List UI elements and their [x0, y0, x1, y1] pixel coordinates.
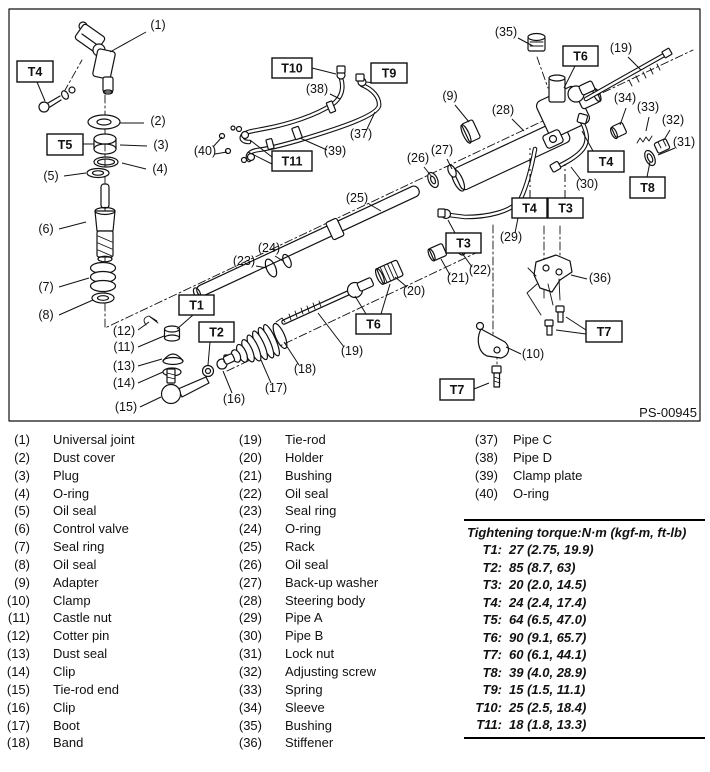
torque-value: 20 (2.0, 14.5) — [509, 577, 587, 592]
torque-value: 85 (8.7, 63) — [509, 559, 576, 575]
part-row — [6, 699, 135, 717]
torque-box-label-T7: T7 — [596, 325, 612, 339]
leader-line — [138, 322, 149, 330]
leader-line — [37, 82, 45, 101]
torque-row — [464, 594, 705, 612]
universal-joint-art — [74, 22, 116, 94]
callout-33: (33) — [636, 100, 660, 114]
leader-line — [138, 372, 163, 383]
callout-5: (5) — [43, 169, 59, 183]
leader-line — [664, 130, 670, 140]
torque-value: 18 (1.8, 13.3) — [509, 717, 587, 732]
callout-2: (2) — [150, 114, 166, 128]
part-number: (4) — [14, 485, 30, 501]
part-row — [220, 520, 378, 538]
callout-29: (29) — [499, 230, 523, 244]
callout-15: (15) — [114, 400, 138, 414]
torque-row — [464, 629, 705, 647]
torque-row — [464, 646, 705, 664]
part-name: O-ring — [513, 485, 550, 501]
seal-rings-art — [91, 263, 116, 304]
part-number: (12) — [6, 628, 30, 644]
part-number: (40) — [474, 485, 498, 501]
part-row — [6, 627, 135, 645]
callout-37: (37) — [349, 127, 373, 141]
callout-14: (14) — [112, 376, 136, 390]
callout-3: (3) — [153, 138, 169, 152]
callout-17: (17) — [264, 381, 288, 395]
part-number: (33) — [238, 681, 262, 697]
callout-24: (24) — [257, 241, 281, 255]
torque-table — [464, 519, 705, 739]
part-number: (39) — [474, 467, 498, 483]
leader-line — [138, 336, 164, 347]
part-name: Dust cover — [53, 449, 116, 465]
valve-stack-art — [87, 115, 120, 178]
part-name: Tie-rod end — [53, 681, 119, 697]
part-number: (24) — [238, 521, 262, 537]
part-name: Bushing — [285, 717, 332, 733]
part-row — [456, 449, 582, 467]
part-number: (16) — [6, 699, 30, 715]
callout-38: (38) — [305, 82, 329, 96]
leader-line — [59, 278, 89, 287]
part-number: (7) — [14, 539, 30, 555]
part-number: (11) — [7, 610, 30, 626]
torque-label: T11: — [476, 717, 502, 732]
part-name: Oil seal — [53, 503, 97, 519]
leader-line — [512, 119, 524, 131]
torque-value: 64 (6.5, 47.0) — [509, 612, 587, 627]
leader-line — [59, 300, 93, 315]
part-row — [456, 467, 582, 485]
callout-19: (19) — [609, 41, 633, 55]
torque-value: 27 (2.75, 19.9) — [509, 542, 594, 557]
part-number: (29) — [238, 610, 262, 626]
torque-row — [464, 611, 705, 629]
torque-label: T10: — [475, 699, 502, 715]
torque-box-label-T6: T6 — [573, 49, 588, 64]
part-number: (23) — [238, 503, 262, 519]
callout-6: (6) — [38, 222, 54, 236]
leader-line — [620, 108, 626, 125]
part-name: Clip — [53, 663, 76, 679]
parts-legend-column-2 — [220, 431, 378, 752]
part-number: (20) — [238, 449, 262, 465]
part-row — [456, 431, 582, 449]
part-name: Oil seal — [53, 556, 97, 572]
part-name: O-ring — [53, 485, 90, 501]
part-number: (32) — [238, 663, 262, 679]
part-name: Tie-rod — [285, 432, 326, 447]
part-row — [6, 431, 135, 449]
bushing35-art — [528, 34, 545, 52]
part-number: (36) — [238, 735, 262, 751]
part-row — [6, 538, 135, 556]
parts-legend-column-1 — [6, 431, 135, 752]
callout-28: (28) — [491, 103, 515, 117]
torque-box-label-T4: T4 — [522, 201, 537, 216]
part-number: (27) — [238, 574, 262, 590]
part-name: Seal ring — [53, 539, 105, 555]
part-name: Pipe D — [513, 449, 553, 465]
torque-row — [464, 699, 705, 717]
torque-label: T9: — [482, 682, 502, 697]
callout-32: (32) — [661, 113, 685, 127]
leader-line — [566, 317, 586, 330]
callout-9: (9) — [442, 89, 458, 103]
part-name: Back-up washer — [285, 574, 379, 590]
part-name: Boot — [53, 717, 80, 733]
part-name: Stiffener — [285, 735, 334, 751]
torque-row — [464, 559, 705, 577]
parts-legend-column-3 — [456, 431, 582, 502]
part-row — [6, 663, 135, 681]
callout-39: (39) — [323, 144, 347, 158]
part-number: (5) — [14, 503, 30, 519]
part-name: Seal ring — [285, 503, 337, 519]
part-number: (18) — [6, 735, 30, 751]
part-number: (17) — [6, 717, 30, 733]
part-row — [6, 449, 135, 467]
leader-line — [381, 284, 390, 314]
part-number: (10) — [6, 592, 30, 608]
torque-value: 24 (2.4, 17.4) — [509, 594, 587, 610]
leader-line — [448, 220, 455, 233]
part-row — [6, 574, 135, 592]
part-number: (25) — [238, 539, 262, 555]
part-row — [220, 734, 378, 752]
part-row — [220, 645, 378, 663]
part-number: (31) — [238, 646, 262, 662]
leader-line — [628, 57, 641, 70]
part-name: Dust seal — [53, 646, 108, 662]
part-number: (38) — [474, 449, 498, 465]
part-row — [220, 663, 378, 681]
part-name: Oil seal — [285, 485, 329, 501]
part-number: (1) — [14, 432, 30, 447]
part-name: Clamp plate — [513, 467, 583, 483]
part-number: (35) — [238, 717, 262, 733]
torque-box-label-T3: T3 — [558, 201, 573, 216]
part-name: O-ring — [285, 521, 322, 537]
part-row — [6, 520, 135, 538]
torque-box-label-T2: T2 — [209, 325, 224, 340]
leader-line — [474, 383, 489, 389]
part-row — [6, 609, 135, 627]
leader-line — [646, 117, 649, 131]
part-row — [220, 574, 378, 592]
part-name: Rack — [285, 539, 315, 555]
part-name: Spring — [285, 681, 323, 697]
callout-27: (27) — [430, 143, 454, 157]
torque-row — [464, 716, 705, 734]
part-name: Steering body — [285, 592, 366, 608]
leader-line — [564, 66, 575, 88]
leader-line — [64, 173, 86, 176]
part-number: (22) — [238, 485, 262, 501]
part-row — [220, 717, 378, 735]
leader-line — [138, 359, 162, 366]
torque-label: T4: — [482, 594, 502, 610]
leader-line — [355, 296, 366, 314]
callout-35: (35) — [494, 25, 518, 39]
leader-line — [571, 275, 587, 279]
torque-box-label-T11: T11 — [281, 154, 303, 169]
part-number: (3) — [14, 467, 30, 483]
part-number: (6) — [14, 521, 30, 537]
callout-10: (10) — [521, 347, 545, 361]
part-row — [220, 556, 378, 574]
part-row — [220, 431, 378, 449]
clamp-art — [477, 323, 509, 388]
part-number: (15) — [6, 681, 30, 697]
callout-16: (16) — [222, 392, 246, 406]
part-row — [220, 485, 378, 503]
part-number: (2) — [14, 449, 30, 465]
torque-value: 25 (2.5, 18.4) — [509, 699, 587, 715]
part-row — [6, 502, 135, 520]
part-name: Cotter pin — [53, 628, 110, 644]
part-number: (8) — [14, 556, 30, 572]
callout-22: (22) — [468, 263, 492, 277]
part-number: (19) — [238, 432, 262, 447]
part-name: Universal joint — [53, 432, 135, 447]
torque-label: T5: — [482, 612, 502, 627]
leader-line — [318, 313, 344, 347]
figure-id: PS-00945 — [639, 405, 697, 420]
part-row — [6, 734, 135, 752]
part-name: Pipe C — [513, 432, 553, 447]
part-row — [6, 556, 135, 574]
leader-line — [122, 163, 146, 169]
callout-31: (31) — [672, 135, 696, 149]
part-row — [220, 502, 378, 520]
part-row — [456, 485, 582, 503]
leader-line — [556, 330, 586, 334]
torque-row — [464, 681, 705, 699]
part-number: (21) — [238, 467, 262, 483]
torque-row — [464, 541, 705, 559]
part-row — [220, 681, 378, 699]
part-name: Pipe B — [285, 628, 324, 644]
torque-box-label-T1: T1 — [189, 298, 204, 313]
stiffener-art — [527, 255, 572, 335]
part-name: Oil seal — [285, 556, 329, 572]
callout-20: (20) — [402, 284, 426, 298]
part-name: Adapter — [53, 574, 99, 590]
callout-18: (18) — [293, 362, 317, 376]
pipes-cd-art — [220, 66, 380, 163]
leader-line — [215, 152, 227, 154]
part-name: Lock nut — [285, 646, 335, 662]
torque-box-label-T10: T10 — [281, 61, 303, 76]
torque-box-label-T8: T8 — [640, 181, 655, 195]
callout-25: (25) — [345, 191, 369, 205]
callout-8: (8) — [38, 308, 54, 322]
part-number: (9) — [14, 574, 30, 590]
part-name: Clamp — [53, 592, 91, 608]
leader-line — [223, 371, 232, 393]
callout-40: (40) — [193, 144, 217, 158]
torque-box-label-T7: T7 — [449, 383, 465, 397]
part-row — [220, 467, 378, 485]
part-row — [6, 467, 135, 485]
part-row — [6, 592, 135, 610]
part-number: (14) — [6, 663, 30, 679]
part-row — [6, 681, 135, 699]
part-name: Plug — [53, 467, 80, 483]
torque-value: 90 (9.1, 65.7) — [509, 629, 587, 645]
callout-23: (23) — [232, 254, 256, 268]
part-row — [220, 449, 378, 467]
part-number: (30) — [238, 628, 262, 644]
part-row — [6, 645, 135, 663]
callout-11: (11) — [113, 340, 135, 354]
torque-box-label-T4: T4 — [27, 65, 43, 79]
torque-label: T1: — [482, 542, 502, 557]
part-name: Adjusting screw — [285, 663, 377, 679]
callout-36: (36) — [588, 271, 612, 285]
part-number: (28) — [238, 592, 262, 608]
leader-line — [140, 397, 161, 407]
leader-line — [120, 145, 147, 146]
torque-label: T3: — [482, 577, 502, 592]
callout-1: (1) — [150, 18, 166, 32]
part-row — [220, 699, 378, 717]
torque-value: 15 (1.5, 11.1) — [509, 682, 586, 697]
callout-13: (13) — [112, 359, 136, 373]
torque-value: 39 (4.0, 28.9) — [509, 664, 587, 680]
part-name: Holder — [285, 449, 324, 465]
callout-30: (30) — [575, 177, 599, 191]
torque-box-label-T3: T3 — [456, 236, 471, 251]
callout-12: (12) — [112, 324, 136, 338]
part-number: (37) — [474, 432, 498, 447]
torque-label: T6: — [482, 629, 502, 645]
torque-label: T7: — [482, 647, 502, 662]
leader-line — [312, 68, 336, 74]
part-row — [220, 592, 378, 610]
torque-label: T2: — [482, 559, 502, 575]
callout-19: (19) — [340, 344, 364, 358]
leader-line — [261, 360, 271, 383]
torque-value: 60 (6.1, 44.1) — [509, 647, 587, 662]
part-name: Bushing — [285, 467, 332, 483]
torque-table-rows — [464, 541, 705, 734]
torque-label: T8: — [482, 664, 502, 680]
part-row — [220, 627, 378, 645]
torque-row — [464, 576, 705, 594]
torque-box-label-T6: T6 — [366, 317, 381, 332]
part-name: Castle nut — [53, 610, 112, 626]
torque-box-label-T9: T9 — [381, 66, 397, 81]
leader-line — [177, 315, 193, 329]
part-number: (13) — [6, 646, 30, 662]
callout-21: (21) — [446, 271, 470, 285]
part-row — [6, 485, 135, 503]
part-row — [220, 609, 378, 627]
part-name: Clip — [53, 699, 76, 715]
control-valve-art — [95, 184, 115, 262]
part-name: Sleeve — [285, 699, 325, 715]
callout-26: (26) — [406, 151, 430, 165]
torque-row — [464, 664, 705, 682]
part-number: (26) — [238, 556, 262, 572]
callout-34: (34) — [613, 91, 637, 105]
leader-line — [110, 32, 146, 52]
part-number: (34) — [238, 699, 262, 715]
part-name: Band — [53, 735, 84, 751]
callout-7: (7) — [38, 280, 54, 294]
part-name: Control valve — [53, 521, 129, 537]
callout-4: (4) — [152, 162, 168, 176]
leader-line — [455, 105, 469, 122]
leader-line — [59, 222, 86, 229]
torque-box-label-T4: T4 — [598, 155, 614, 169]
part-row — [220, 538, 378, 556]
leader-line — [208, 342, 210, 365]
part-row — [6, 717, 135, 735]
part-name: Pipe A — [285, 610, 323, 626]
torque-box-label-T5: T5 — [57, 138, 73, 152]
torque-table-title: Tightening torque:N·m (kgf-m, ft-lb) — [467, 525, 687, 540]
